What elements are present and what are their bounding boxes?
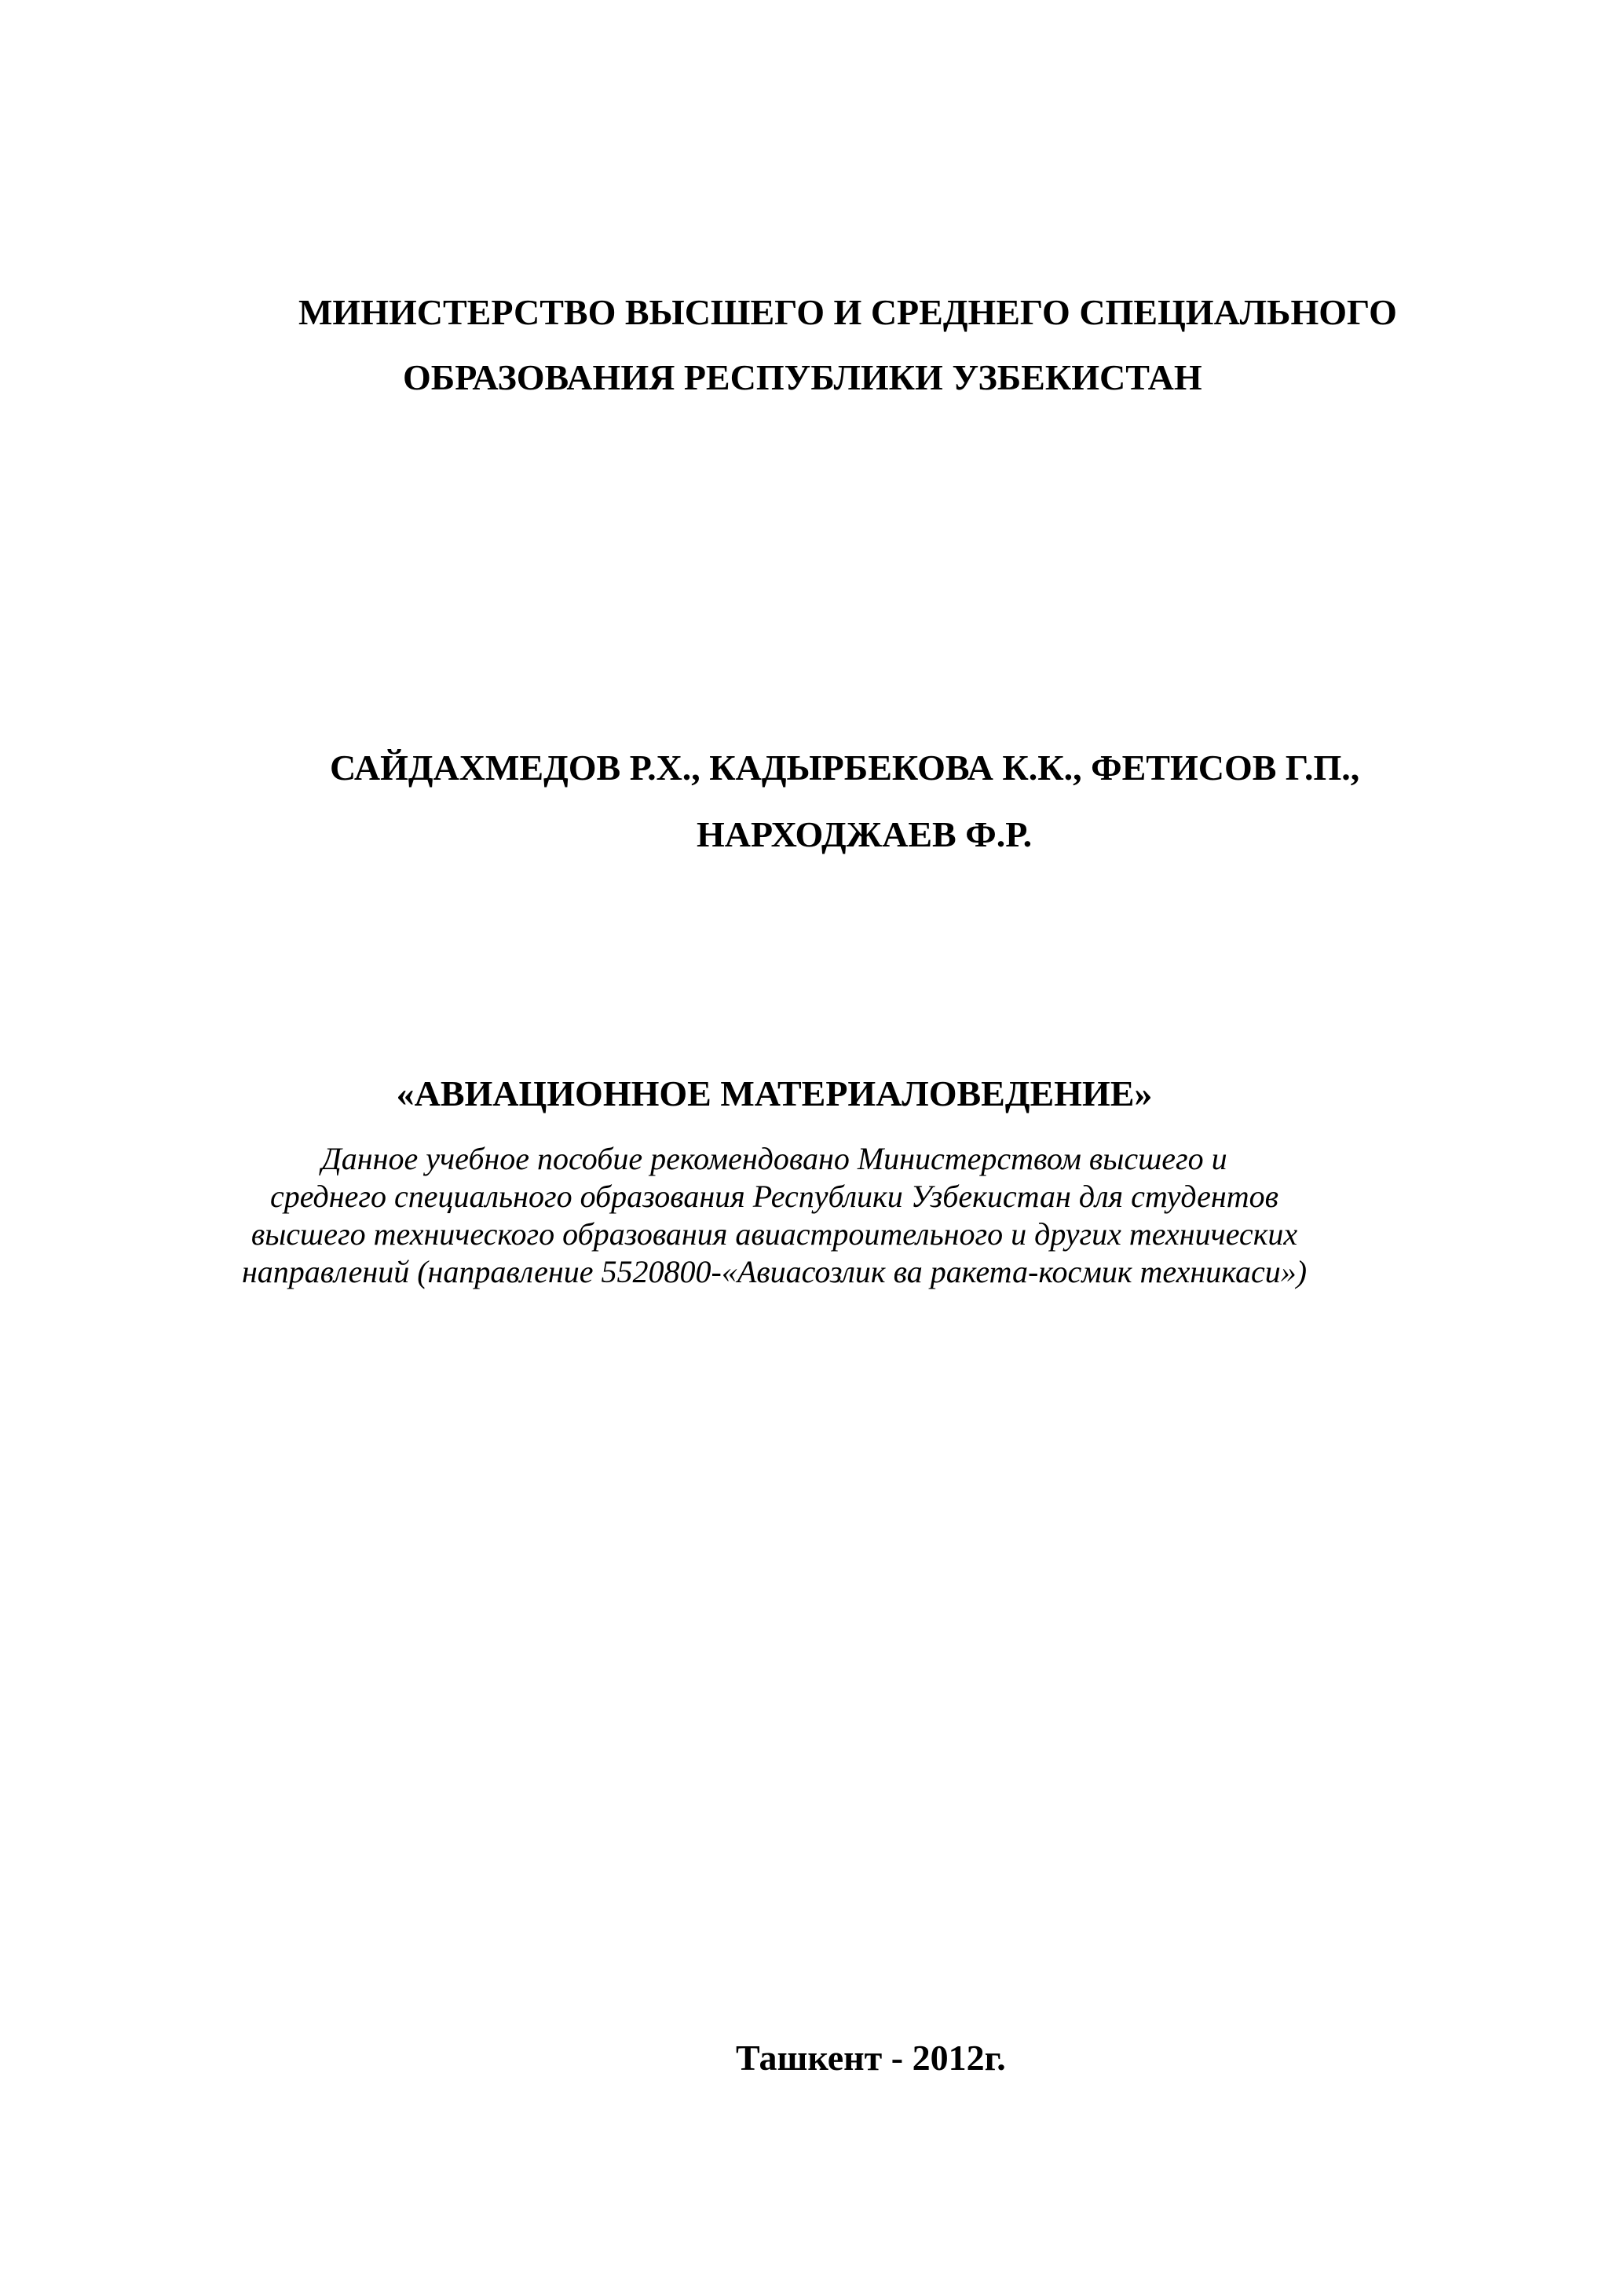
ministry-line-1: МИНИСТЕРСТВО ВЫСШЕГО И СРЕДНЕГО СПЕЦИАЛЬНОГО — [298, 292, 1397, 332]
authors-line-2: НАРХОДЖАЕВ Ф.Р. — [697, 814, 1033, 854]
ministry-line-2: ОБРАЗОВАНИЯ РЕСПУБЛИКИ УЗБЕКИСТАН — [403, 357, 1202, 397]
authors-line-1: САЙДАХМЕДОВ Р.Х., КАДЫРБЕКОВА К.К., ФЕТИСОВ Г.П., — [330, 748, 1360, 788]
place-year: Ташкент - 2012г. — [736, 2038, 1006, 2078]
description-line-4: направлений (направление 5520800-«Авиасозлик ва ракета-космик техникаси») — [241, 1254, 1308, 1289]
description-line-2: среднего специального образования Республики Узбекистан для студентов — [270, 1179, 1278, 1214]
description-line-1: Данное учебное пособие рекомендовано Министерством высшего и — [321, 1141, 1227, 1176]
description-line-3: высшего технического образования авиастроительного и других технических — [251, 1216, 1298, 1252]
book-title: «АВИАЦИОННОЕ МАТЕРИАЛОВЕДЕНИЕ» — [396, 1073, 1153, 1113]
